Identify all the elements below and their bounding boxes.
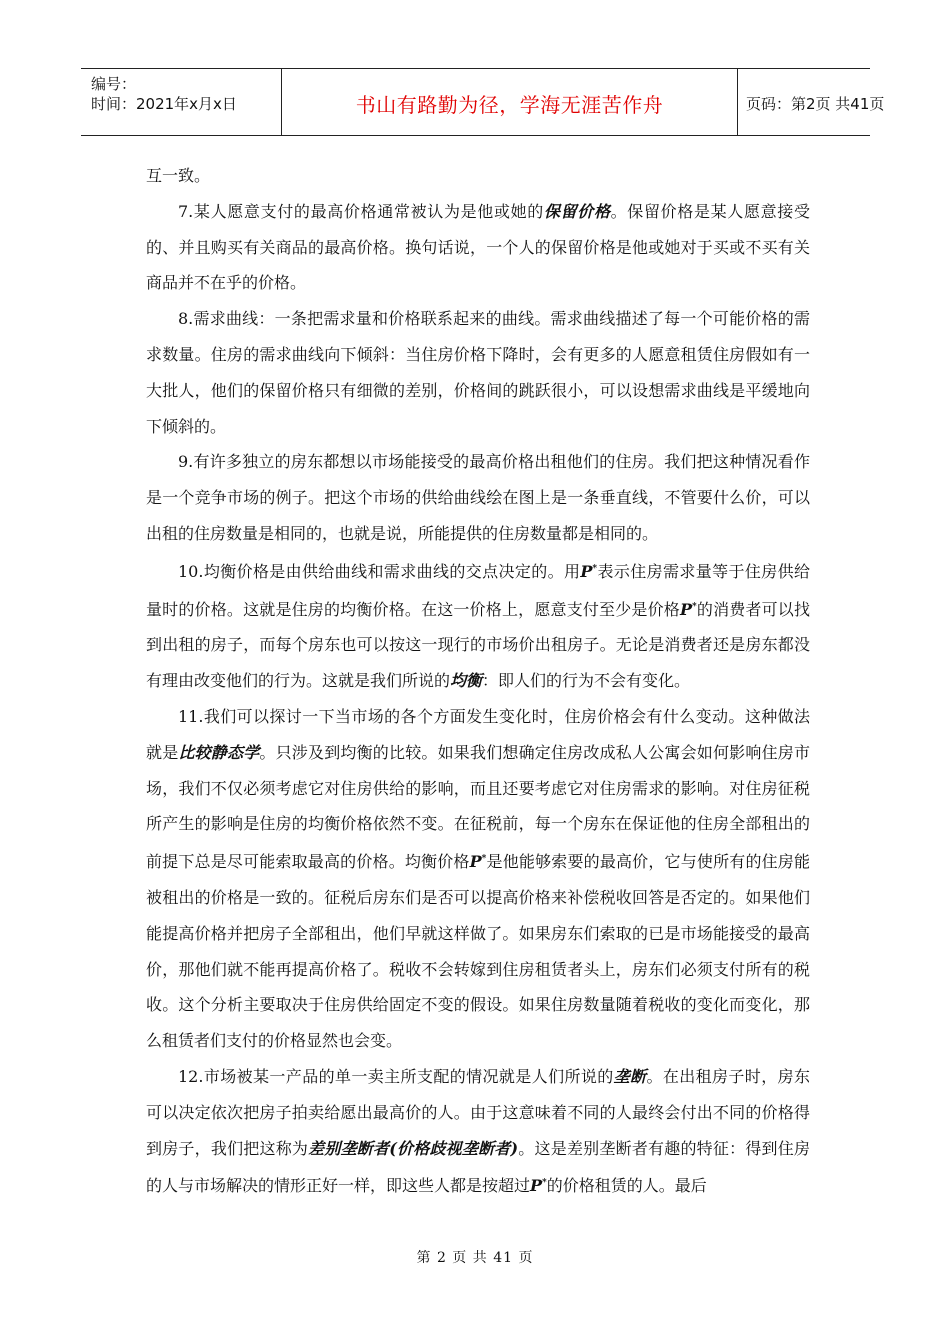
page-footer: 第 2 页 共 41 页 (416, 1250, 534, 1266)
paragraph-text: 。保留价格是某人愿意接受的、并且购买有关商品的最高价格。换句话说，一个人的保留价格是他或她对于买或不买有关商品并不在乎的价格。 (146, 201, 810, 293)
paragraph-p0 (146, 158, 810, 194)
equilibrium-price-symbol: P* (679, 599, 697, 619)
paragraph-p11 (146, 699, 810, 1059)
paragraph-text: 的消费者可以找到出租的房子，而每个房东也可以按这一现行的市场价出租房子。无论是消费者还是房东都没有理由改变他们的行为。这就是我们所说的 (146, 599, 810, 691)
header-motto: 书山有路勤为径，学海无涯苦作舟 (355, 93, 664, 117)
header-page-info: 页码：第2页 共41页 (746, 95, 885, 113)
paragraph-p12 (146, 1059, 810, 1204)
document-number-label: 编号： (91, 75, 137, 93)
paragraph-text: 表示住房需求量等于住房供给量时的价格。这就是住房的均衡价格。在这一价格上，愿意支付至少是价格 (146, 561, 810, 619)
document-time-label: 时间：2021年x月x日 (91, 95, 237, 113)
key-term: 均衡 (450, 671, 483, 691)
paragraph-text: 。这是差别垄断者有趣的特征：得到住房的人与市场解决的情形正好一样，即这些人都是按超过 (146, 1138, 810, 1196)
header-info-cell (81, 69, 282, 135)
key-term: 比较静态学 (178, 742, 260, 762)
paragraph-text: 的价格租赁的人。最后 (546, 1176, 707, 1196)
paragraph-text: 是他能够索要的最高价，它与使所有的住房能被租出的价格是一致的。征税后房东们是否可以提高价格来补偿税收回答是否定的。如果他们能提高价格并把房子全部租出，他们早就这样做了。如果房东们索取的已是市场能接受的最高价，那他们就不能再提高价格了。税收不会转嫁到住房租赁者头上，房东们必须支付所有的税收。这个分析主要取决于住房供给固定不变的假设。如果住房数量随着税收的变化而变化，那么租赁者们支付的价格显然也会变。 (146, 852, 810, 1051)
equilibrium-price-symbol: P* (530, 1176, 547, 1196)
paragraph-text: 9.有许多独立的房东都想以市场能接受的最高价格出租他们的住房。我们把这种情况看作是一个竞争市场的例子。把这个市场的供给曲线绘在图上是一条垂直线，不管要什么价，可以出租的住房数量是相同的，也就是说，所能提供的住房数量都是相同的。 (146, 452, 810, 543)
paragraph-text: 11.我们可以探讨一下当市场的各个方面发生变化时，住房价格会有什么变动。这种做法就是 (146, 706, 810, 762)
key-term: 差别垄断者(价格歧视垄断者) (308, 1138, 519, 1158)
document-body (146, 158, 810, 1204)
paragraph-text: 。只涉及到均衡的比较。如果我们想确定住房改成私人公寓会如何影响住房市场，我们不仅必须考虑它对住房供给的影响，而且还要考虑它对住房需求的影响。对住房征税所产生的影响是住房的均衡价格依然不变。在征税前，每一个房东在保证他的住房全部租出的前提下总是尽可能索取最高的价格。均衡价格 (146, 742, 810, 872)
paragraph-p9 (146, 444, 810, 551)
paragraph-text: 互一致。 (146, 166, 211, 185)
paragraph-text: 8.需求曲线：一条把需求量和价格联系起来的曲线。需求曲线描述了每一个可能价格的需求数量。住房的需求曲线向下倾斜：当住房价格下降时，会有更多的人愿意租赁住房假如有一大批人，他们的保留价格只有细微的差别，价格间的跳跃很小，可以设想需求曲线是平缓地向下倾斜的。 (146, 309, 810, 436)
paragraph-text: ：即人们的行为不会有变化。 (482, 671, 691, 691)
paragraph-text: 10.均衡价格是由供给曲线和需求曲线的交点决定的。用 (178, 561, 581, 581)
key-term: 垄断 (613, 1066, 647, 1086)
paragraph-p7 (146, 194, 810, 301)
header-page-cell (738, 69, 885, 135)
key-term: 保留价格 (543, 201, 611, 221)
paragraph-p8 (146, 301, 810, 444)
paragraph-p10 (146, 552, 810, 699)
header-motto-cell (282, 69, 738, 135)
paragraph-text: 。在出租房子时，房东可以决定依次把房子拍卖给愿出最高价的人。由于这意味着不同的人最终会付出不同的价格得到房子，我们把这称为 (146, 1066, 810, 1158)
paragraph-text: 7.某人愿意支付的最高价格通常被认为是他或她的 (178, 201, 544, 221)
header-table (81, 68, 885, 136)
equilibrium-price-symbol: P* (580, 561, 598, 581)
equilibrium-price-symbol: P* (469, 852, 487, 872)
paragraph-text: 12.市场被某一产品的单一卖主所支配的情况就是人们所说的 (178, 1066, 614, 1086)
